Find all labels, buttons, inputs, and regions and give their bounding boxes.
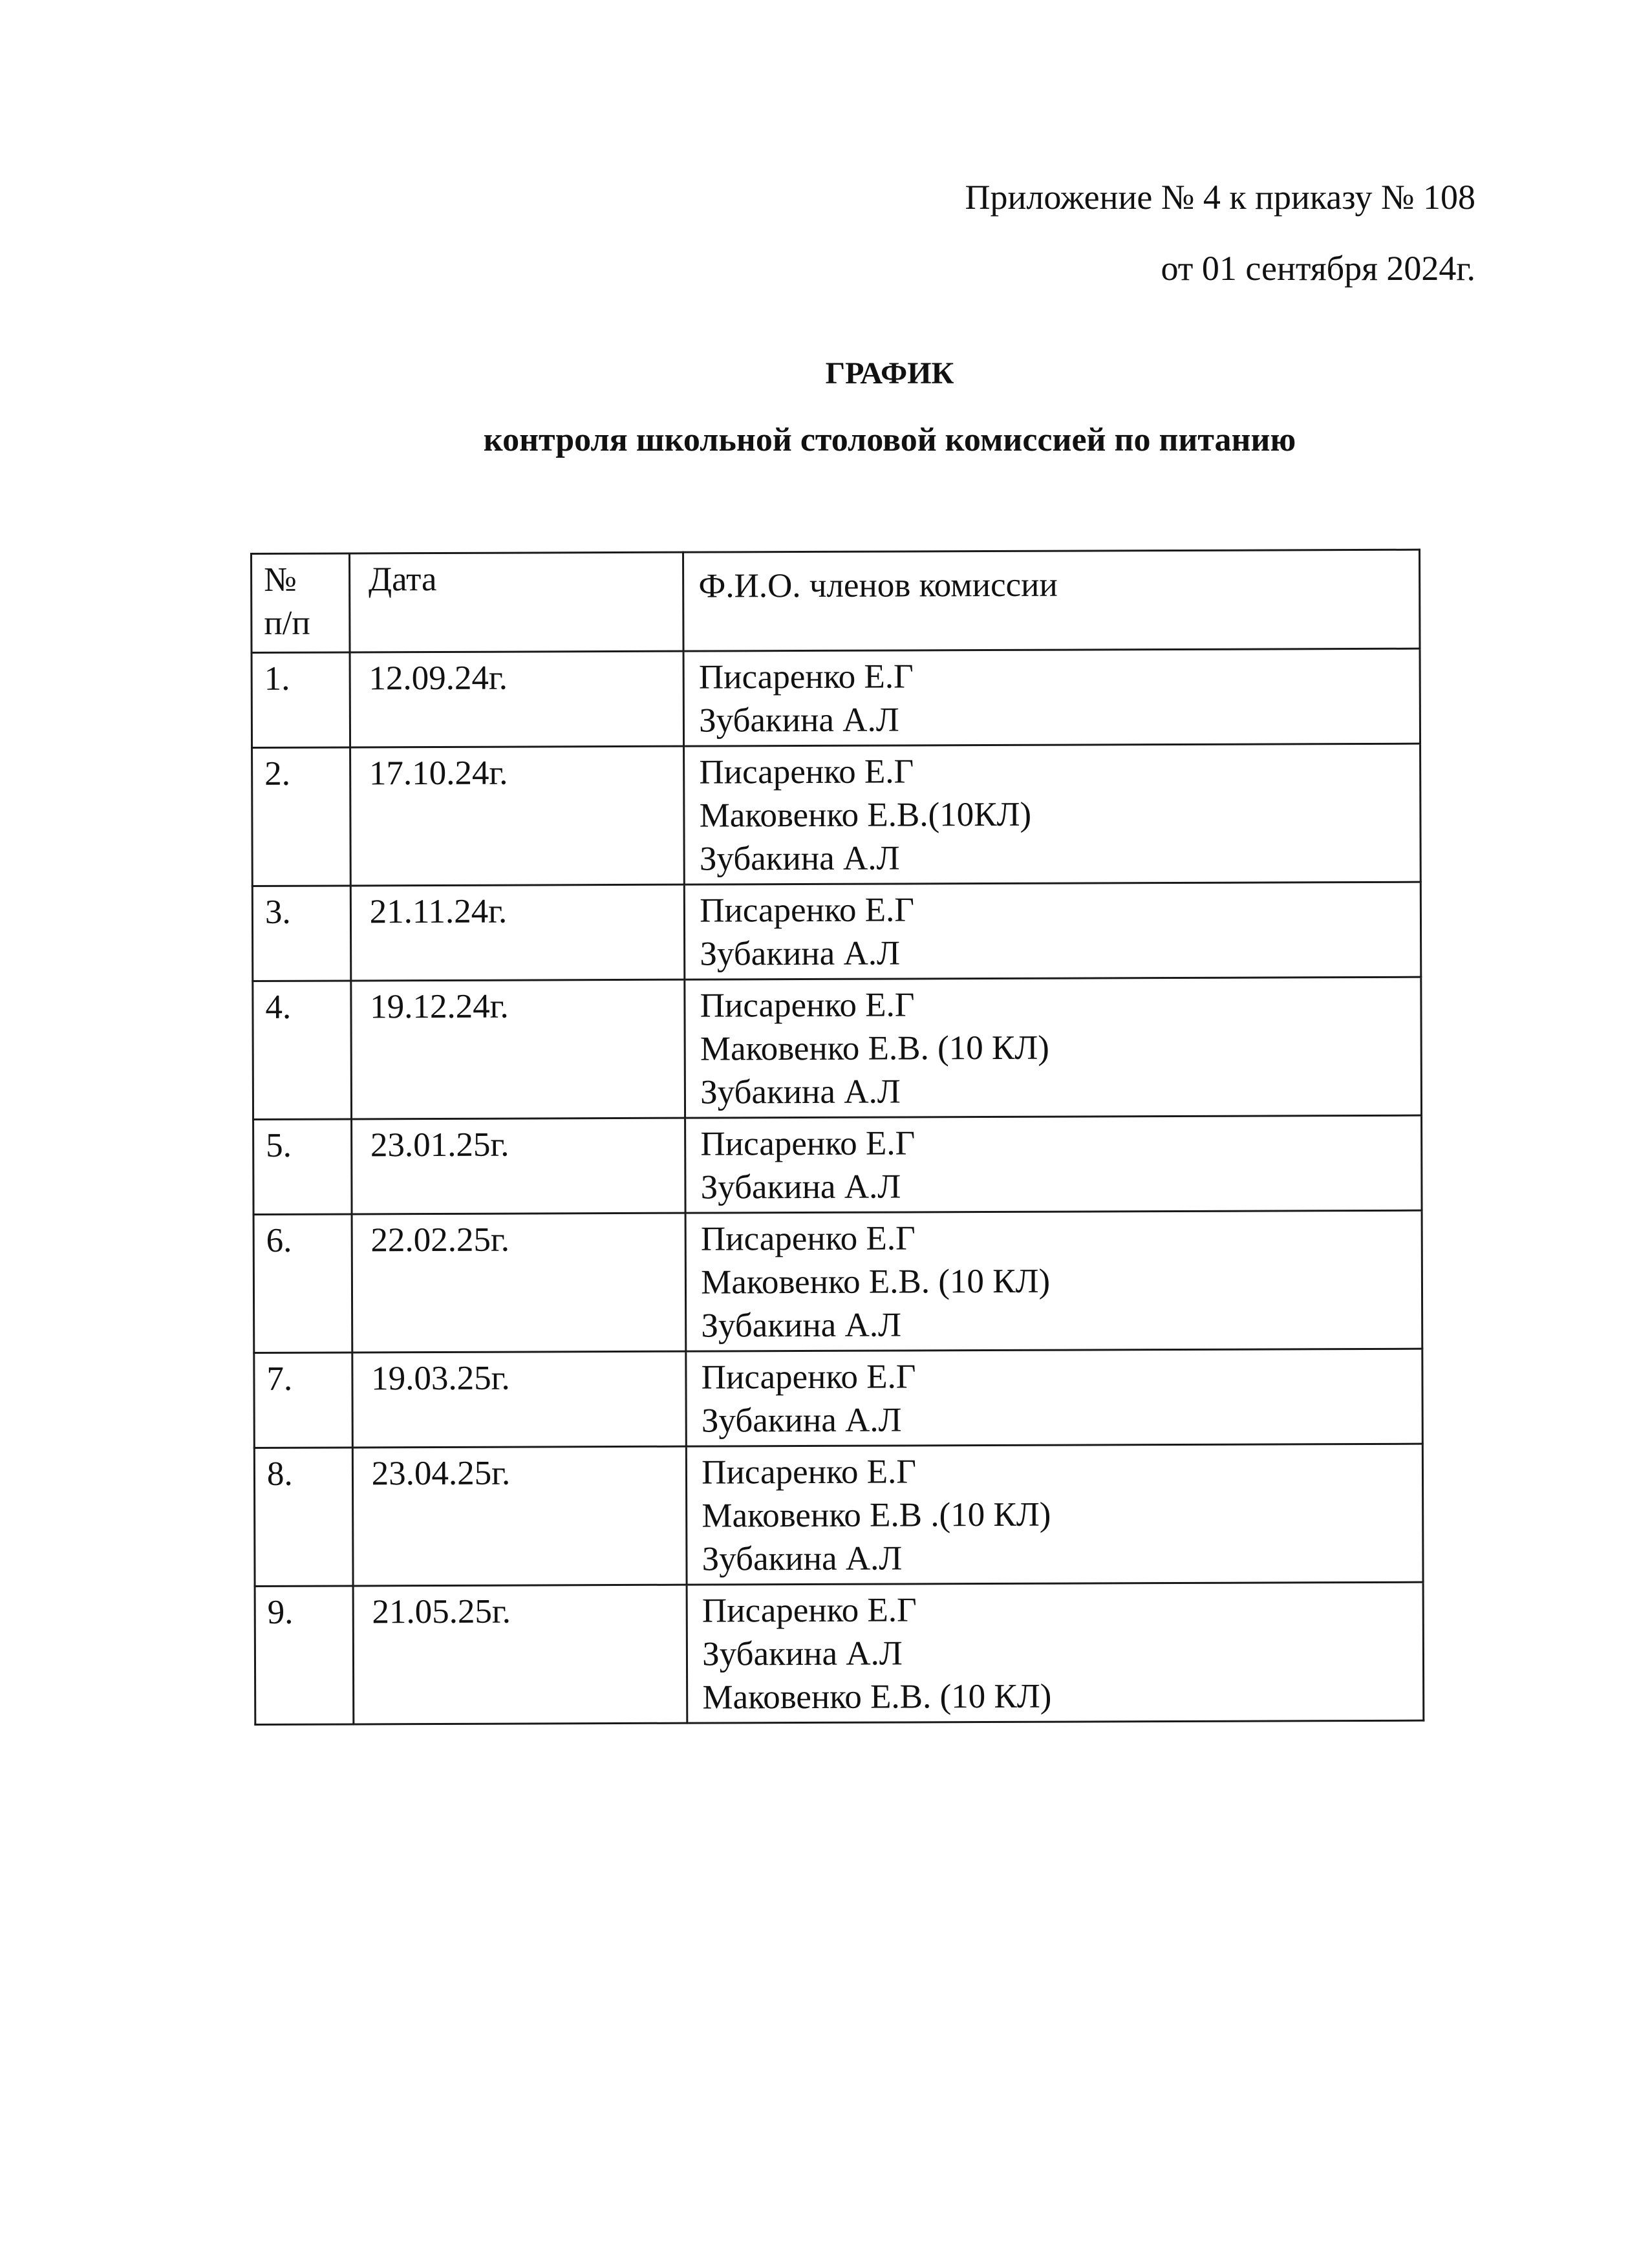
row-members xyxy=(685,1210,1422,1351)
member-name: Зубакина А.Л xyxy=(701,1306,902,1345)
member-name: Маковенко Е.В. (10 КЛ) xyxy=(702,1677,1052,1717)
row-date: 19.12.24г. xyxy=(351,979,685,1119)
table-header-row xyxy=(252,550,1420,652)
row-members xyxy=(685,882,1421,979)
member-name: Писаренко Е.Г xyxy=(702,1591,917,1630)
member-name: Зубакина А.Л xyxy=(702,1539,903,1578)
member-name: Зубакина А.Л xyxy=(701,1401,902,1440)
header-number-symbol: № xyxy=(264,561,297,599)
member-name: Зубакина А.Л xyxy=(702,1634,903,1673)
table-row xyxy=(255,1582,1424,1724)
member-name: Писаренко Е.Г xyxy=(701,1358,916,1396)
row-members xyxy=(685,1115,1422,1213)
header-members: Ф.И.О. членов комиссии xyxy=(683,550,1420,651)
row-number: 8. xyxy=(254,1448,352,1587)
row-date: 21.11.24г. xyxy=(350,884,685,981)
table-row xyxy=(252,744,1421,886)
member-name: Маковенко Е.В .(10 КЛ) xyxy=(702,1495,1051,1535)
member-name: Писаренко Е.Г xyxy=(702,1453,917,1492)
appendix-line-order: Приложение № 4 к приказу № 108 xyxy=(965,178,1475,217)
member-name: Писаренко Е.Г xyxy=(699,753,914,791)
appendix-line-date: от 01 сентября 2024г. xyxy=(1161,249,1475,288)
member-name: Маковенко Е.В. (10 КЛ) xyxy=(700,1029,1049,1068)
table-row xyxy=(253,1210,1422,1353)
row-number: 3. xyxy=(252,886,350,981)
header-number xyxy=(252,553,350,653)
table-body xyxy=(252,648,1424,1724)
table-row xyxy=(254,1444,1423,1586)
member-name: Зубакина А.Л xyxy=(699,839,900,878)
member-name: Зубакина А.Л xyxy=(700,1073,901,1111)
header-date: Дата xyxy=(349,552,683,652)
row-date: 23.04.25г. xyxy=(352,1446,687,1586)
row-members xyxy=(684,744,1420,884)
row-date: 17.10.24г. xyxy=(350,746,684,886)
row-members xyxy=(686,1349,1422,1446)
table-row xyxy=(252,882,1421,981)
member-name: Зубакина А.Л xyxy=(700,1168,901,1206)
row-number: 6. xyxy=(253,1214,352,1353)
member-name: Маковенко Е.В.(10КЛ) xyxy=(699,795,1032,835)
row-number: 7. xyxy=(254,1353,352,1448)
member-name: Писаренко Е.Г xyxy=(700,1124,916,1163)
member-name: Зубакина А.Л xyxy=(699,701,899,740)
row-members xyxy=(687,1444,1423,1585)
header-number-abbr: п/п xyxy=(264,604,310,642)
member-name: Зубакина А.Л xyxy=(700,934,901,973)
member-name: Писаренко Е.Г xyxy=(700,891,915,930)
schedule-table xyxy=(250,549,1424,1726)
row-number: 1. xyxy=(252,652,350,748)
row-members xyxy=(687,1582,1423,1723)
document-title: ГРАФИК xyxy=(825,356,954,390)
row-date: 19.03.25г. xyxy=(352,1351,687,1448)
row-date: 23.01.25г. xyxy=(351,1118,685,1214)
row-number: 4. xyxy=(253,981,351,1120)
row-number: 2. xyxy=(252,747,350,886)
member-name: Писаренко Е.Г xyxy=(698,658,914,696)
row-number: 5. xyxy=(253,1119,352,1215)
appendix-reference xyxy=(965,162,1476,304)
row-members xyxy=(685,977,1421,1118)
document-subtitle: контроля школьной столовой комиссией по питанию xyxy=(483,422,1296,458)
row-date: 21.05.25г. xyxy=(353,1585,687,1724)
member-name: Писаренко Е.Г xyxy=(700,1219,916,1258)
table-row xyxy=(254,1349,1423,1448)
table-row xyxy=(253,1115,1422,1214)
member-name: Маковенко Е.В. (10 КЛ) xyxy=(701,1262,1051,1301)
table-row xyxy=(253,977,1422,1119)
row-members xyxy=(683,648,1420,746)
row-number: 9. xyxy=(255,1586,353,1725)
row-date: 22.02.25г. xyxy=(352,1213,686,1353)
row-date: 12.09.24г. xyxy=(350,651,684,747)
member-name: Писаренко Е.Г xyxy=(700,986,915,1025)
table-row xyxy=(252,648,1420,747)
